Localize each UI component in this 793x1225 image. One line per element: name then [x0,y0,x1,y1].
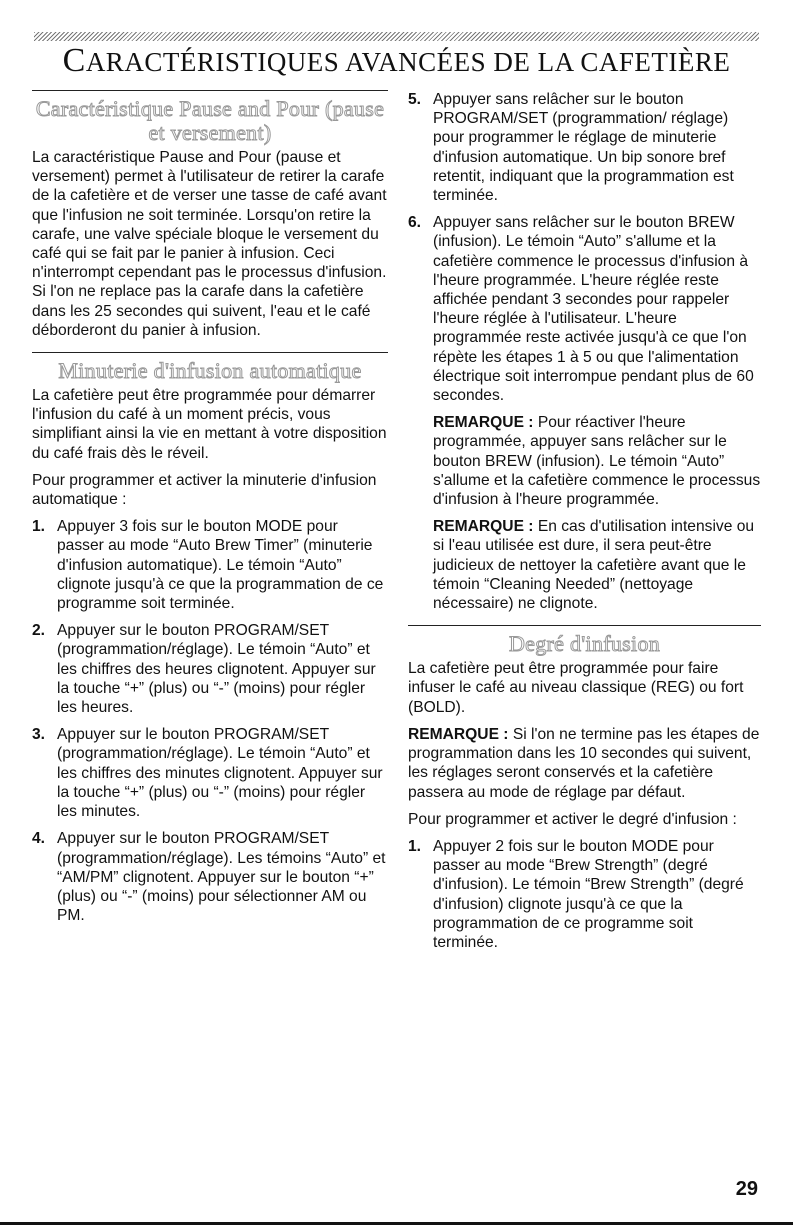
timer-steps-list [32,517,388,925]
header-hatch-bar [34,32,759,41]
strength-section-title: Degré d'infusion [508,631,661,657]
section-divider [408,625,761,626]
note-paragraph: REMARQUE : Pour réactiver l'heure programmée, appuyer sans relâcher sur le bouton BREW (infusion). Le témoin “Auto” s'allume et la cafetière commence le processus d'infusion à l'heure programmée. [433,414,761,509]
timer-section-title: Minuterie d'infusion automatique [58,358,362,384]
strength-paragraph: La cafetière peut être programmée pour faire infuser le café au niveau classique (REG) ou fort (BOLD). [408,660,744,716]
list-item: 1. Appuyer 3 fois sur le bouton MODE pour passer au mode “Auto Brew Timer” (minuterie d'infusion automatique). Le témoin “Auto” clignote jusqu'à ce que la programmation de ce programme soit terminée. [32,518,384,613]
list-item: 6. Appuyer sans relâcher sur le bouton BREW (infusion). Le témoin “Auto” s'allume et la cafetière commence le processus d'infusion à l'heure programmée. L'heure réglée reste affichée pendant 3 secondes pour rappeler l'heure réglée à l'utilisateur. L'heure programmée reste activée jusqu'à ce que l'on répète les étapes 1 à 5 ou que l'alimentation électrique soit interrompue pendant plus de 60 secondes. REMARQUE : Pour réactiver l'heure programmée, appuyer sans relâcher sur le bouton BREW (infusion). Le témoin “Auto” s'allume et la cafetière commence le processus d'infusion à l'heure programmée. REMARQUE : En cas d'utilisation intensive ou si l'eau utilisée est dure, il sera peut-être judicieux de nettoyer la cafetière avant que le témoin “Cleaning Needed” (nettoyage nécessaire) ne clignote. [408,214,761,613]
note-paragraph: REMARQUE : Si l'on ne termine pas les étapes de programmation dans les 10 secondes qui suivent, les réglages seront conservés et la cafetière passera au mode de réglage par défaut. [408,725,760,801]
list-item: 3. Appuyer sur le bouton PROGRAM/SET (programmation/réglage). Le témoin “Auto” et les chiffres des minutes clignotent. Appuyer sur la touche “+” (plus) ou “-” (moins) pour régler les minutes. [32,726,383,821]
note-paragraph: REMARQUE : En cas d'utilisation intensive ou si l'eau utilisée est dure, il sera peut-être judicieux de nettoyer la cafetière avant que le témoin “Cleaning Needed” (nettoyage nécessaire) ne clignote. [433,518,755,613]
section-divider [32,352,388,353]
list-item: 2. Appuyer sur le bouton PROGRAM/SET (programmation/réglage). Le témoin “Auto” et les chiffres des heures clignotent. Appuyer sur la touche “+” (plus) ou “-” (moins) pour régler les heures. [32,622,376,717]
page-title: CARACTÉRISTIQUES AVANCÉES DE LA CAFETIÈRE [62,42,731,79]
page-number: 29 [735,1178,758,1200]
list-item: 5. Appuyer sans relâcher sur le bouton PROGRAM/SET (programmation/ réglage) pour programmer le réglage de minuterie d'infusion automatique. Un bip sonore bref retentit, indiquant que la programmation est terminée. [408,91,734,205]
strength-intro: Pour programmer et activer le degré d'infusion : [408,810,737,828]
timer-steps-continued [408,90,761,613]
section-divider [32,90,388,91]
list-item: 1. Appuyer 2 fois sur le bouton MODE pour passer au mode “Brew Strength” (degré d'infusion). Le témoin “Brew Strength” (degré d'infusion) clignote jusqu'à ce que la programmation de ce programme soit terminée. [408,837,744,951]
timer-intro: Pour programmer et activer la minuterie d'infusion automatique : [32,471,377,509]
left-column [32,90,388,933]
right-column [408,90,761,960]
pause-paragraph: La caractéristique Pause and Pour (pause et versement) permet à l'utilisateur de retirer la carafe de la cafetière et de verser une tasse de café avant que l'infusion ne soit terminée. Lorsqu'on retire la carafe, une valve spéciale bloque le versement du café qui se fait par le panier à infusion. Ceci n'interrompt cependant pas le processus d'infusion. Si l'on ne replace pas la carafe dans la cafetière dans les 25 secondes qui suivent, l'eau et le café déborderont du panier à infusion. [32,149,387,339]
strength-steps-list [408,837,761,952]
list-item: 4. Appuyer sur le bouton PROGRAM/SET (programmation/réglage). Les témoins “Auto” et “AM/PM” clignotent. Appuyer sur le bouton “+” (plus) ou “-” (moins) pour sélectionner AM ou PM. [32,830,386,925]
timer-paragraph: La cafetière peut être programmée pour démarrer l'infusion du café à un moment précis, vous simplifiant ainsi la vie en mettant à votre disposition du café frais dès le réveil. [32,387,387,462]
pause-section-title: Caractéristique Pause and Pour (pause et versement) [35,96,385,145]
